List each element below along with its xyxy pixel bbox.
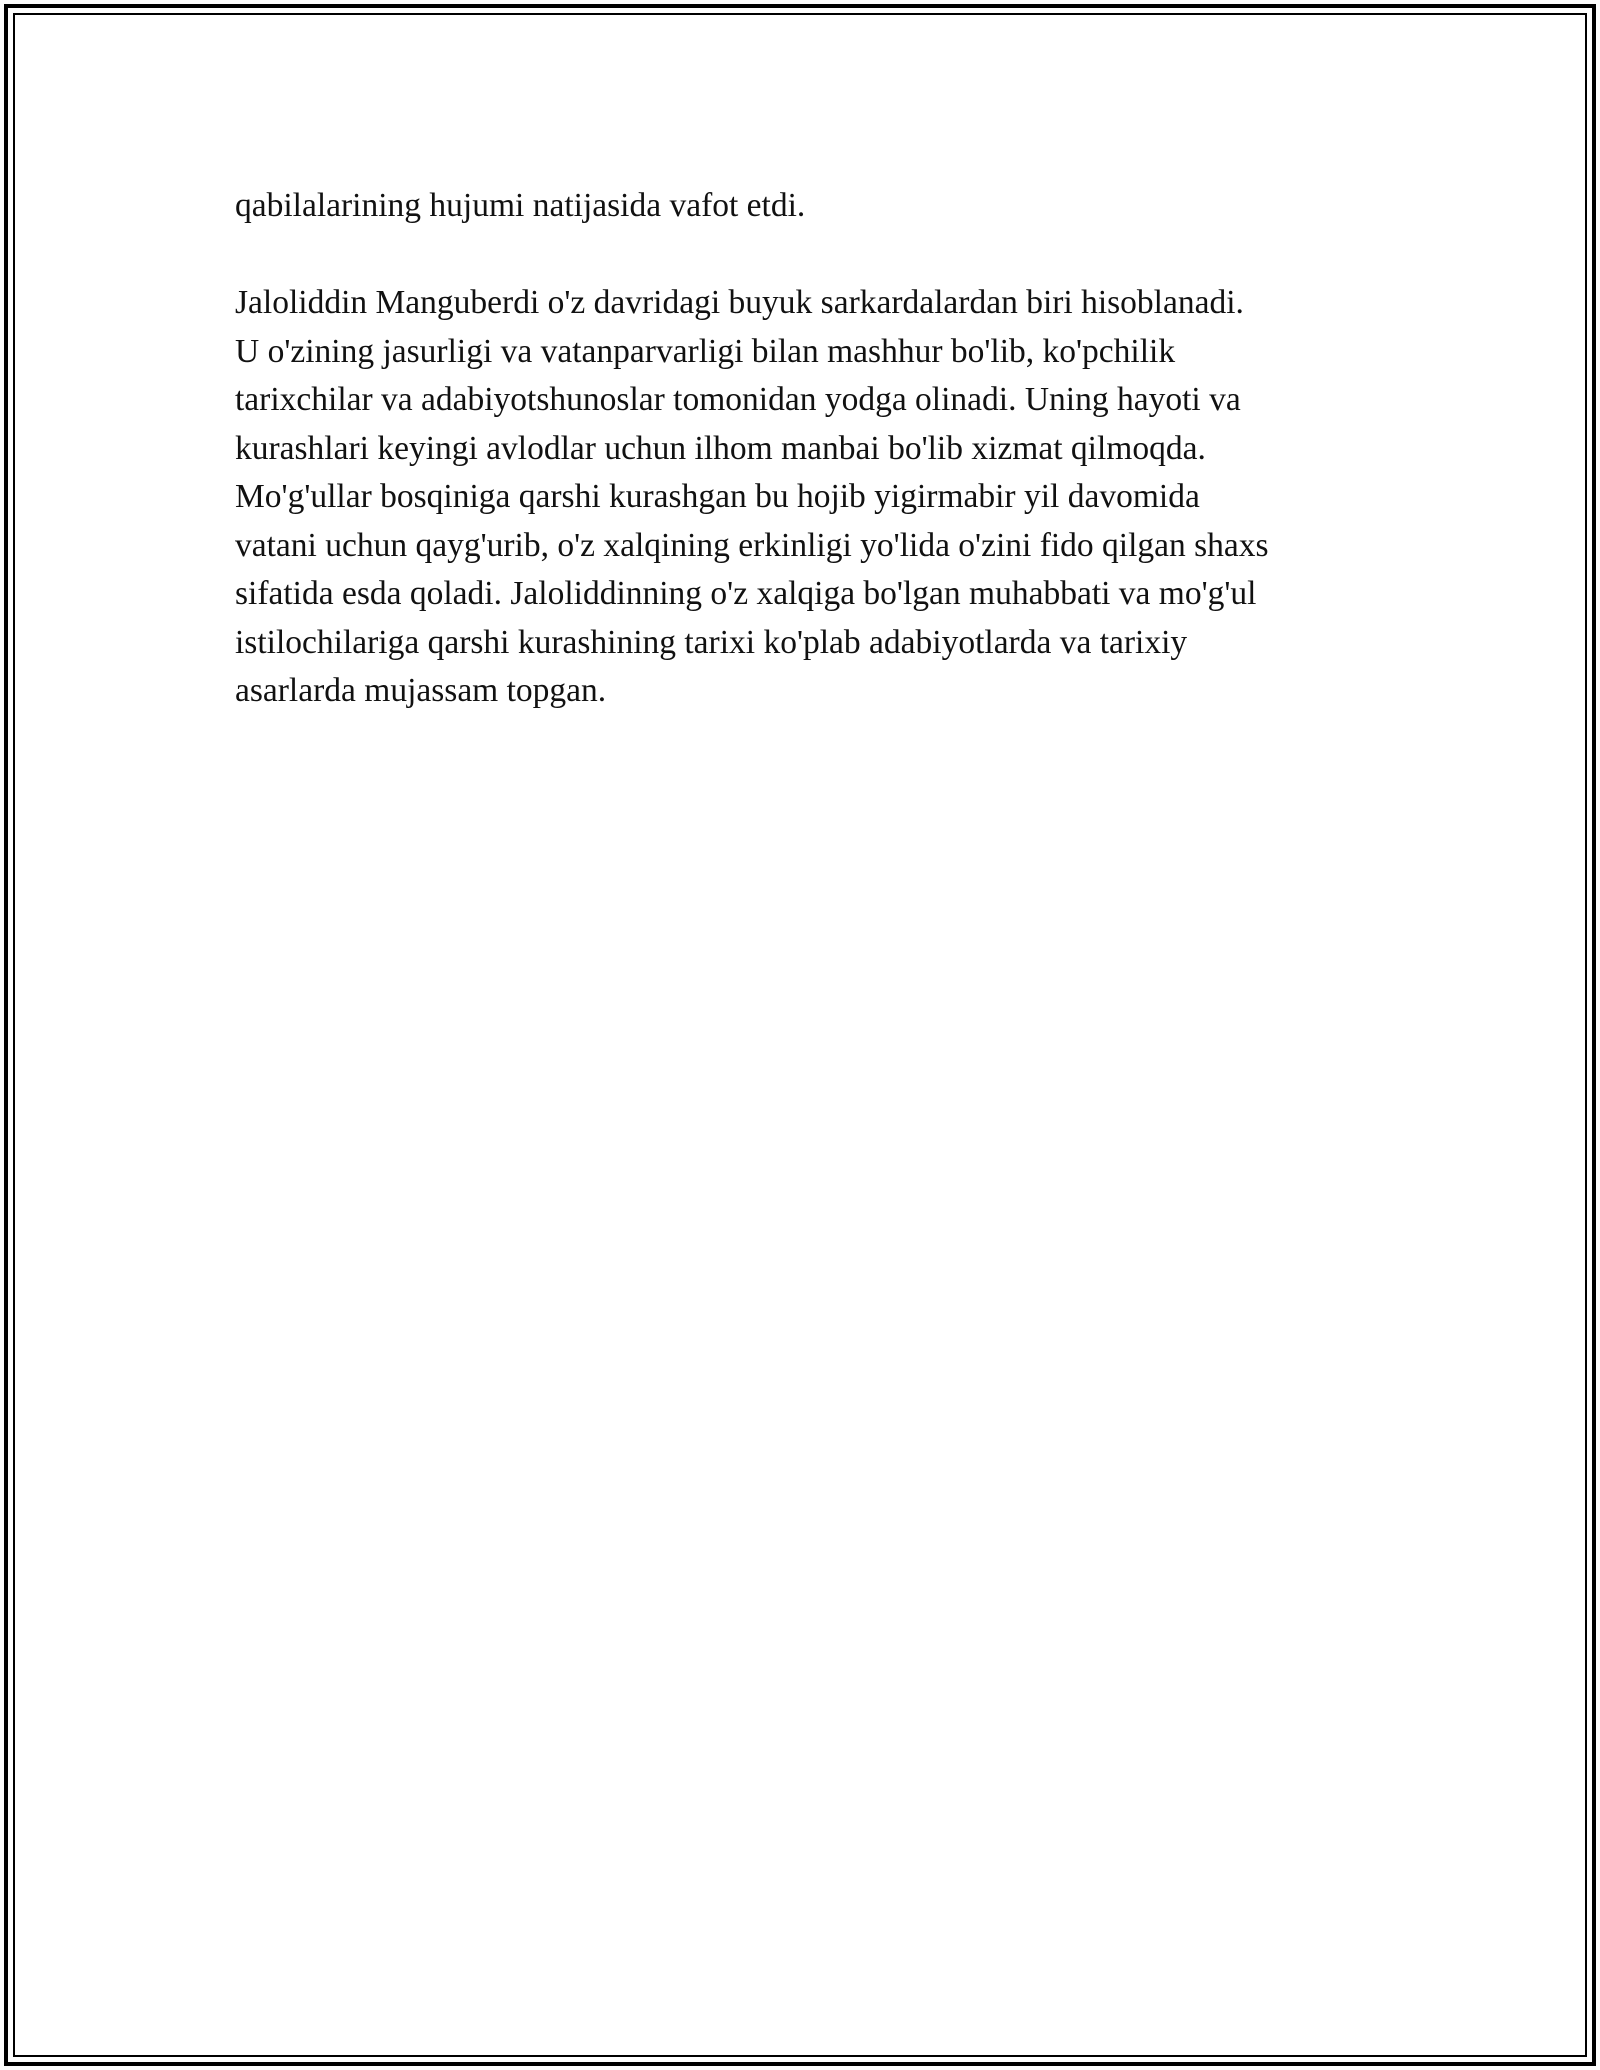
text-line: U o'zining jasurligi va vatanparvarligi bilan mashhur bo'lib, ko'pchilik — [235, 332, 1176, 370]
paragraph-2 — [235, 279, 1395, 716]
text-line: tarixchilar va adabiyotshunoslar tomonidan yodga olinadi. Uning hayoti va — [235, 381, 1241, 418]
text-line: kurashlari keyingi avlodlar uchun ilhom manbai bo'lib xizmat qilmoqda. — [235, 429, 1206, 467]
text-line: Mo'g'ullar bosqiniga qarshi kurashgan bu hojib yigirmabir yil davomida — [235, 478, 1200, 515]
text-line: vatani uchun qayg'urib, o'z xalqining erkinligi yo'lida o'zini fido qilgan shaxs — [235, 526, 1269, 564]
text-line: sifatida esda qoladi. Jaloliddinning o'z xalqiga bo'lgan muhabbati va mo'g'ul — [235, 575, 1257, 612]
document-body — [235, 182, 1395, 716]
text-line: istilochilariga qarshi kurashining tarixi ko'plab adabiyotlarda va tarixiy — [235, 623, 1188, 661]
text-line: qabilalarining hujumi natijasida vafot etdi. — [235, 187, 806, 224]
text-line: Jaloliddin Manguberdi o'z davridagi buyuk sarkardalardan biri hisoblanadi. — [235, 284, 1244, 321]
paragraph-1 — [235, 182, 1395, 231]
text-line: asarlarda mujassam topgan. — [235, 672, 607, 709]
paragraph-gap — [235, 231, 1395, 280]
